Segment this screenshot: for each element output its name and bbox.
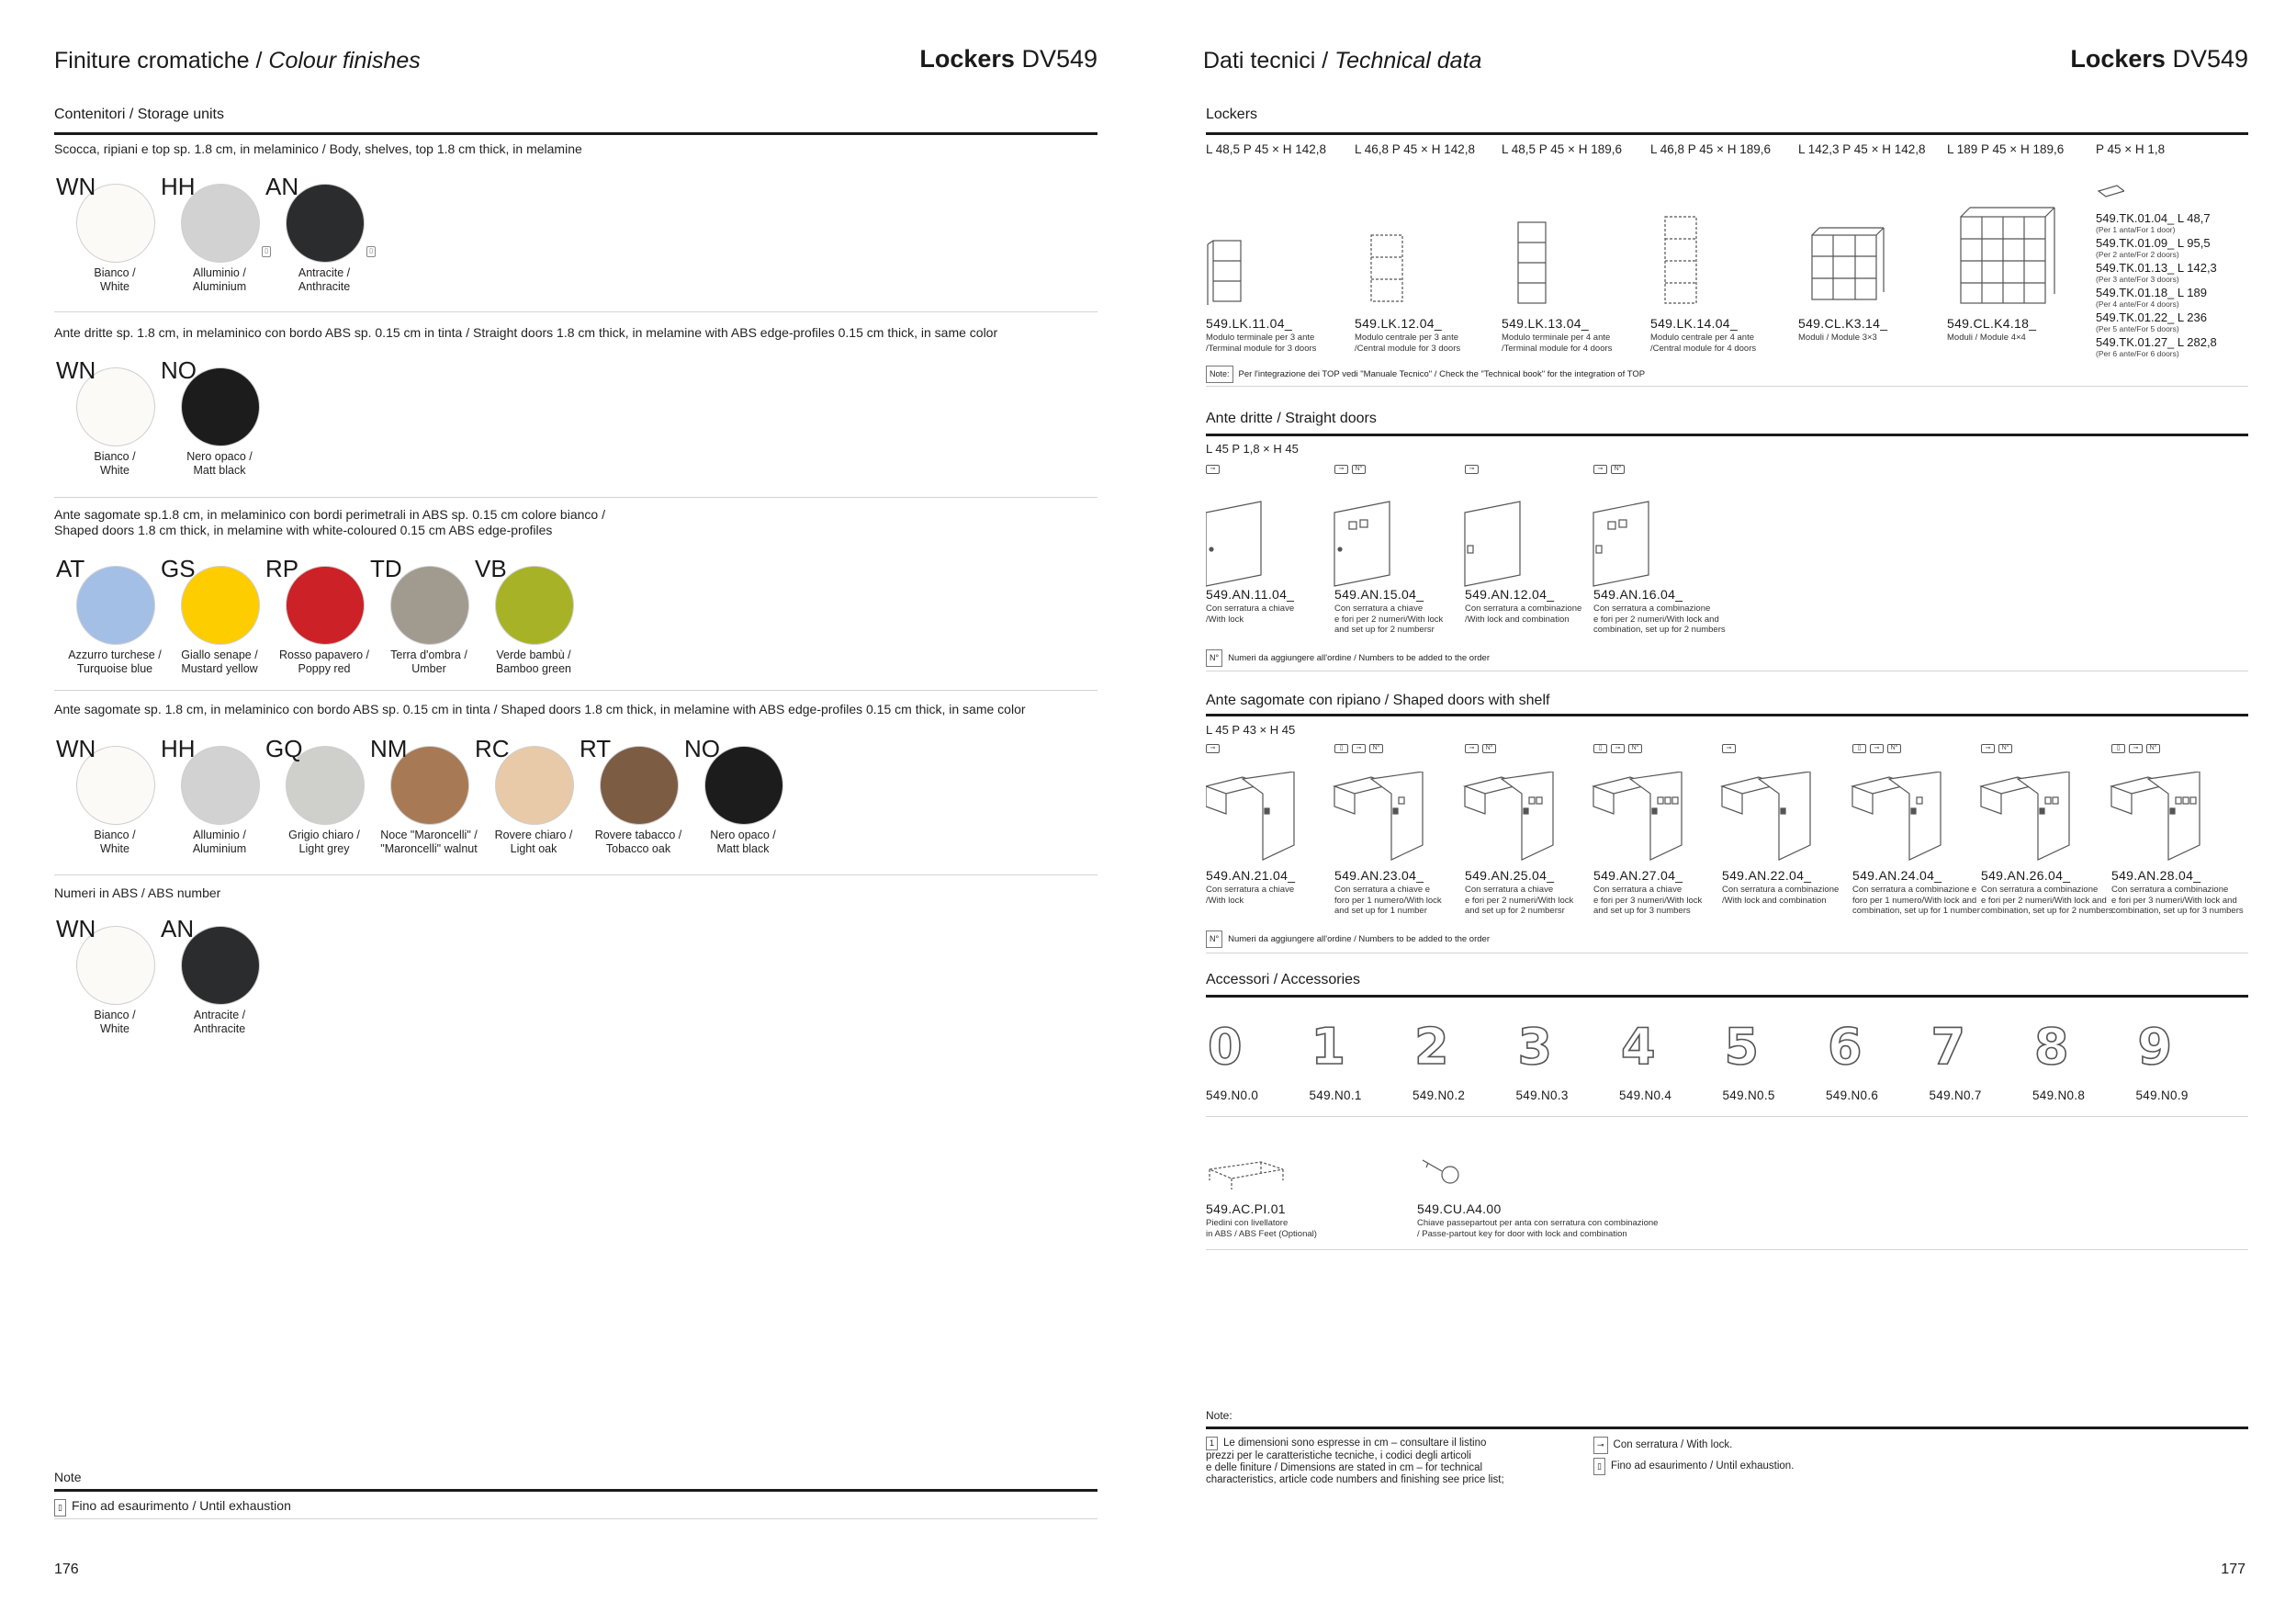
door-drawing (1334, 502, 1390, 586)
swatch-code: GQ (265, 735, 303, 762)
number-code: 549.N0.4 (1619, 1088, 1672, 1102)
section-rule (1206, 434, 2248, 436)
product-item: 549.LK.13.04_ Modulo terminale per 4 ante /Terminal module for 4 doors (1502, 316, 1613, 354)
lock-icon: ⊸ (1465, 465, 1479, 474)
top-item: 549.TK.01.13_ L 142,3 (Per 3 ante/For 3 doors) (2096, 261, 2217, 284)
product-item: 549.AN.21.04_ Con serratura a chiave /With lock (1206, 868, 1296, 906)
swatch-code: AT (56, 555, 85, 582)
swatch-circle (495, 566, 574, 645)
swatch-code: VB (475, 555, 507, 582)
section-rule (54, 132, 1097, 135)
product-item: 549.AN.12.04_ Con serratura a combinazione /With lock and combination (1465, 587, 1582, 625)
number-glyph-4: 4 (1621, 1018, 1656, 1076)
locker-note: Note: Per l'integrazione dei TOP vedi "Manuale Tecnico" / Check the "Technical book" for the integration of TOP (1206, 366, 1645, 383)
number-code: 549.N0.9 (2135, 1088, 2189, 1102)
product-item: 549.CL.K4.18_ Moduli / Module 4×4 (1947, 316, 2037, 343)
footnote-dimensions: 1 Le dimensioni sono espresse in cm – consultare il listino prezzi per le caratteristiche tecniche, i codici degli articoli e delle finiture / Dimensions are stated in cm – for technical characteristics, article code numbers and finishing see price list; (1206, 1438, 1504, 1485)
footnote-exhaustion: ▯ Fino ad esaurimento / Until exhaustion. (1593, 1458, 1794, 1475)
product-item: 549.AN.24.04_ Con serratura a combinazione e foro per 1 numero/With lock and combination, set up for 1 number (1852, 868, 1980, 916)
number-glyph-9: 9 (2137, 1018, 2173, 1076)
shaped-note: N° Numeri da aggiungere all'ordine / Numbers to be added to the order (1206, 930, 1490, 948)
number-icon: N° (1887, 744, 1901, 753)
swatch-label: Grigio chiaro / Light grey (288, 829, 360, 855)
divider (54, 311, 1097, 312)
swatch-circle (390, 566, 469, 645)
number-code: 549.N0.2 (1412, 1088, 1466, 1102)
lock-icon-group (1981, 744, 2012, 753)
lock-icon-group (1334, 465, 1366, 474)
locker-cluster-4x4 (1961, 208, 2054, 303)
lock-icon: ⊸ (1206, 465, 1220, 474)
divider (54, 497, 1097, 498)
top-panel (2099, 186, 2124, 197)
swatch-circle (76, 566, 155, 645)
number-glyph-2: 2 (1414, 1018, 1449, 1076)
accessory-drawings (1206, 1153, 1573, 1208)
exhaustion-icon: ▯ (1334, 744, 1348, 753)
swatch-code: NM (370, 735, 408, 762)
divider (54, 690, 1097, 691)
lock-icon-group (1593, 465, 1625, 474)
swatch-label: Noce "Maroncelli" / "Maroncelli" walnut (380, 829, 478, 855)
top-item: 549.TK.01.22_ L 236 (Per 5 ante/For 5 doors) (2096, 310, 2207, 333)
swatch-code: WN (56, 915, 96, 942)
swatch-label: Bianco / White (94, 450, 136, 477)
lock-icon-group (1465, 744, 1496, 753)
swatch-code: WN (56, 356, 96, 384)
dimension-label: L 48,5 P 45 × H 189,6 (1502, 142, 1622, 156)
lock-icon: ⊸ (1206, 744, 1220, 753)
number-glyph-5: 5 (1724, 1018, 1760, 1076)
product-item: 549.AN.28.04_ Con serratura a combinazione e fori per 3 numeri/With lock and combination, set up for 3 numbers (2111, 868, 2244, 916)
lock-icon-group (1852, 744, 1901, 753)
lock-icon-group (2111, 744, 2160, 753)
number-icon: N° (1482, 744, 1496, 753)
swatch-label: Nero opaco / Matt black (710, 829, 776, 855)
top-item: 549.TK.01.09_ L 95,5 (Per 2 ante/For 2 doors) (2096, 236, 2211, 259)
lock-icon-group (1722, 744, 1736, 753)
section-title: Lockers (1206, 107, 1258, 122)
dimension-label: P 45 × H 1,8 (2096, 142, 2166, 156)
group-desc: Ante sagomate sp.1.8 cm, in melaminico con bordi perimetrali in ABS sp. 0.15 cm colore bianco / (54, 507, 605, 522)
exhaustion-icon: ▯ (1593, 744, 1607, 753)
lock-icon: ⊸ (1611, 744, 1625, 753)
divider (54, 874, 1097, 875)
note-rule (54, 1489, 1097, 1492)
brand-title: Lockers DV549 (2070, 45, 2248, 73)
lock-icon-group (1334, 744, 1383, 753)
swatch-label: Antracite / Anthracite (193, 1009, 246, 1035)
number-icon: N° (1369, 744, 1383, 753)
swatch-label: Rovere chiaro / Light oak (494, 829, 573, 855)
swatch-label: Rovere tabacco / Tobacco oak (594, 829, 682, 855)
swatch-code: HH (161, 173, 196, 200)
lock-icon-group (1206, 744, 1220, 753)
exhaustion-icon: ▯ (54, 1499, 66, 1517)
brand-title: Lockers DV549 (919, 45, 1097, 73)
key-drawing (1423, 1160, 1458, 1183)
shaped-door-drawing (1465, 772, 1553, 860)
exhaustion-icon: ▯ (2111, 744, 2125, 753)
lock-icon: ⊸ (1465, 744, 1479, 753)
number-icon: N° (1611, 465, 1625, 474)
swatch-code: GS (161, 555, 196, 582)
number-icon: N° (1998, 744, 2012, 753)
product-item: 549.LK.11.04_ Modulo terminale per 3 ante /Terminal module for 3 doors (1206, 316, 1317, 354)
product-item: 549.AN.22.04_ Con serratura a combinazione /With lock and combination (1722, 868, 1840, 906)
swatch-label: Bianco / White (94, 829, 136, 855)
top-list (2096, 211, 2279, 360)
dimension-label: L 189 P 45 × H 189,6 (1947, 142, 2065, 156)
product-item: 549.AN.26.04_ Con serratura a combinazione e fori per 2 numeri/With lock and combination, set up for 2 numbers (1981, 868, 2113, 916)
number-code: 549.N0.0 (1206, 1088, 1259, 1102)
locker-module-4-central (1665, 217, 1696, 303)
swatch-label: Bianco / White (94, 266, 136, 293)
lock-icon: ⊸ (1593, 465, 1607, 474)
product-item: 549.CL.K3.14_ Moduli / Module 3×3 (1798, 316, 1888, 343)
number-code: 549.N0.3 (1515, 1088, 1569, 1102)
shaped-door-drawing (1206, 772, 1294, 860)
door-drawing (1593, 502, 1649, 586)
right-page (1148, 0, 2296, 1624)
swatch-code: NO (684, 735, 720, 762)
dimension: L 45 P 1,8 × H 45 (1206, 442, 1299, 456)
lock-icon: ⊸ (1352, 744, 1366, 753)
footnote-title: Note: (1206, 1409, 1232, 1422)
dimension-label: L 142,3 P 45 × H 142,8 (1798, 142, 1926, 156)
swatch-code: RT (580, 735, 612, 762)
swatch-code: AN (161, 915, 195, 942)
lock-icon: ⊸ (1870, 744, 1884, 753)
exhaustion-icon: ▯ (366, 246, 376, 257)
shaped-door-drawing (2111, 772, 2200, 860)
number-icon: N° (1352, 465, 1366, 474)
product-item: 549.AN.27.04_ Con serratura a chiave e fori per 3 numeri/With lock and set up for 3 numbers (1593, 868, 1703, 916)
number-glyph-0: 0 (1208, 1018, 1243, 1076)
swatch-label: Bianco / White (94, 1009, 136, 1035)
locker-module-4-terminal (1518, 222, 1546, 303)
exhaustion-icon: ▯ (262, 246, 271, 257)
exhaustion-icon: ▯ (1852, 744, 1866, 753)
section-title: Ante sagomate con ripiano / Shaped doors with shelf (1206, 693, 1550, 708)
locker-drawings (1206, 175, 2124, 312)
straight-door-drawings (1206, 496, 1757, 588)
number-glyph-3: 3 (1517, 1018, 1553, 1076)
group-desc: Ante sagomate sp. 1.8 cm, in melaminico con bordo ABS sp. 0.15 cm in tinta / Shaped doors 1.8 cm thick, in melamine with ABS edge-profiles 0.15 cm thick, in same color (54, 702, 1026, 716)
product-item: 549.AN.11.04_ Con serratura a chiave /With lock (1206, 587, 1295, 625)
lock-icon: ⊸ (1334, 465, 1348, 474)
page-title: Finiture cromatiche / Colour finishes (54, 48, 421, 73)
swatch-code: AN (265, 173, 299, 200)
page-number: 176 (54, 1562, 79, 1577)
shaped-door-drawing (1334, 772, 1423, 860)
lock-icon: ⊸ (2129, 744, 2143, 753)
lock-icon-group (1593, 744, 1642, 753)
swatch-code: TD (370, 555, 402, 582)
swatch-code: NO (161, 356, 197, 384)
shaped-door-drawing (1852, 772, 1941, 860)
lock-icon-group (1465, 465, 1479, 474)
product-item: 549.AN.15.04_ Con serratura a chiave e fori per 2 numeri/With lock and set up for 2 numbersr (1334, 587, 1444, 635)
lock-icon: ⊸ (1722, 744, 1736, 753)
group-desc: Scocca, ripiani e top sp. 1.8 cm, in melaminico / Body, shelves, top 1.8 cm thick, in melamine (54, 141, 582, 156)
top-item: 549.TK.01.27_ L 282,8 (Per 6 ante/For 6 doors) (2096, 335, 2217, 358)
number-code: 549.N0.1 (1309, 1088, 1362, 1102)
feet-drawing (1210, 1162, 1283, 1190)
product-item: 549.AN.23.04_ Con serratura a chiave e foro per 1 numero/With lock and set up for 1 number (1334, 868, 1442, 916)
number-icon: N° (1628, 744, 1642, 753)
swatch-label: Alluminio / Aluminium (192, 266, 247, 293)
divider (1206, 386, 2248, 387)
number-code: 549.N0.5 (1722, 1088, 1775, 1102)
shaped-door-drawing (1981, 772, 2069, 860)
door-drawing (1465, 502, 1520, 586)
section-title: Contenitori / Storage units (54, 107, 224, 122)
shaped-door-drawing (1722, 772, 1810, 860)
group-desc: Numeri in ABS / ABS number (54, 885, 221, 900)
number-glyph-7: 7 (1930, 1018, 1966, 1076)
swatch-code: RP (265, 555, 299, 582)
dimension-label: L 46,8 P 45 × H 142,8 (1355, 142, 1475, 156)
straight-note: N° Numeri da aggiungere all'ordine / Numbers to be added to the order (1206, 649, 1490, 667)
product-item: 549.LK.12.04_ Modulo centrale per 3 ante /Central module for 3 doors (1355, 316, 1461, 354)
lock-icon: ⊸ (1981, 744, 1995, 753)
swatch-label: Azzurro turchese / Turquoise blue (68, 648, 162, 675)
swatch-code: RC (475, 735, 510, 762)
product-key: 549.CU.A4.00 Chiave passepartout per anta con serratura con combinazione / Passe-partout key for door with lock and combination (1417, 1201, 1659, 1239)
top-item: 549.TK.01.18_ L 189 (Per 4 ante/For 4 doors) (2096, 286, 2207, 309)
number-glyph-6: 6 (1828, 1018, 1863, 1076)
swatch-label: Nero opaco / Matt black (186, 450, 253, 477)
locker-module-3-central (1371, 235, 1402, 301)
shaped-door-drawings (1206, 772, 2253, 873)
dimension-label: L 46,8 P 45 × H 189,6 (1650, 142, 1771, 156)
divider (1206, 1116, 2248, 1117)
swatch-label: Giallo senape / Mustard yellow (181, 648, 258, 675)
locker-cluster-3x3 (1812, 228, 1884, 299)
swatch-code: HH (161, 735, 196, 762)
section-rule (1206, 995, 2248, 998)
product-item: 549.AN.25.04_ Con serratura a chiave e fori per 2 numeri/With lock and set up for 2 numbersr (1465, 868, 1574, 916)
section-rule (1206, 714, 2248, 716)
swatch-code: WN (56, 173, 96, 200)
product-item: 549.AN.16.04_ Con serratura a combinazione e fori per 2 numeri/With lock and combination, set up for 2 numbers (1593, 587, 1726, 635)
number-glyph-8: 8 (2034, 1018, 2069, 1076)
divider (1206, 1249, 2248, 1250)
swatch-label: Terra d'ombra / Umber (390, 648, 467, 675)
shaped-door-drawing (1593, 772, 1682, 860)
number-code: 549.N0.8 (2032, 1088, 2086, 1102)
swatch-code: WN (56, 735, 96, 762)
number-code: 549.N0.6 (1826, 1088, 1879, 1102)
product-item: 549.LK.14.04_ Modulo centrale per 4 ante /Central module for 4 doors (1650, 316, 1757, 354)
swatch-circle (600, 746, 679, 825)
section-title: Ante dritte / Straight doors (1206, 411, 1377, 426)
number-code: 549.N0.7 (1929, 1088, 1982, 1102)
number-glyph-1: 1 (1311, 1018, 1346, 1076)
number-icon: N° (2146, 744, 2160, 753)
page-number: 177 (2221, 1562, 2245, 1577)
door-drawing (1206, 502, 1261, 586)
locker-module-3-terminal (1208, 241, 1241, 305)
top-item: 549.TK.01.04_ L 48,7 (Per 1 anta/For 1 door) (2096, 211, 2211, 234)
exhaustion-icon: ▯ (1593, 1458, 1605, 1475)
note-title: Note (54, 1470, 82, 1484)
swatch-label: Verde bambù / Bamboo green (495, 648, 571, 675)
page-title: Dati tecnici / Technical data (1203, 48, 1482, 73)
group-desc: Ante dritte sp. 1.8 cm, in melaminico con bordo ABS sp. 0.15 cm in tinta / Straight doors 1.8 cm thick, in melamine with ABS edge-profiles 0.15 cm thick, in same color (54, 325, 998, 340)
divider (54, 1518, 1097, 1519)
dimension-label: L 48,5 P 45 × H 142,8 (1206, 142, 1326, 156)
footnote-rule (1206, 1427, 2248, 1429)
dimension: L 45 P 43 × H 45 (1206, 723, 1296, 737)
lock-icon-group (1206, 465, 1220, 474)
group-desc-2: Shaped doors 1.8 cm thick, in melamine with white-coloured 0.15 cm ABS edge-profiles (54, 523, 553, 537)
section-title: Accessori / Accessories (1206, 972, 1361, 987)
section-rule (1206, 132, 2248, 135)
swatch-label: Rosso papavero / Poppy red (279, 648, 369, 675)
swatch-label: Antracite / Anthracite (298, 266, 351, 293)
note-text: ▯ Fino ad esaurimento / Until exhaustion (54, 1498, 291, 1517)
product-feet: 549.AC.PI.01 Piedini con livellatore in ABS / ABS Feet (Optional) (1206, 1201, 1317, 1239)
lock-icon: ⊸ (1593, 1437, 1608, 1454)
footnote-lock: ⊸ Con serratura / With lock. (1593, 1437, 1732, 1454)
swatch-label: Alluminio / Aluminium (192, 829, 247, 855)
